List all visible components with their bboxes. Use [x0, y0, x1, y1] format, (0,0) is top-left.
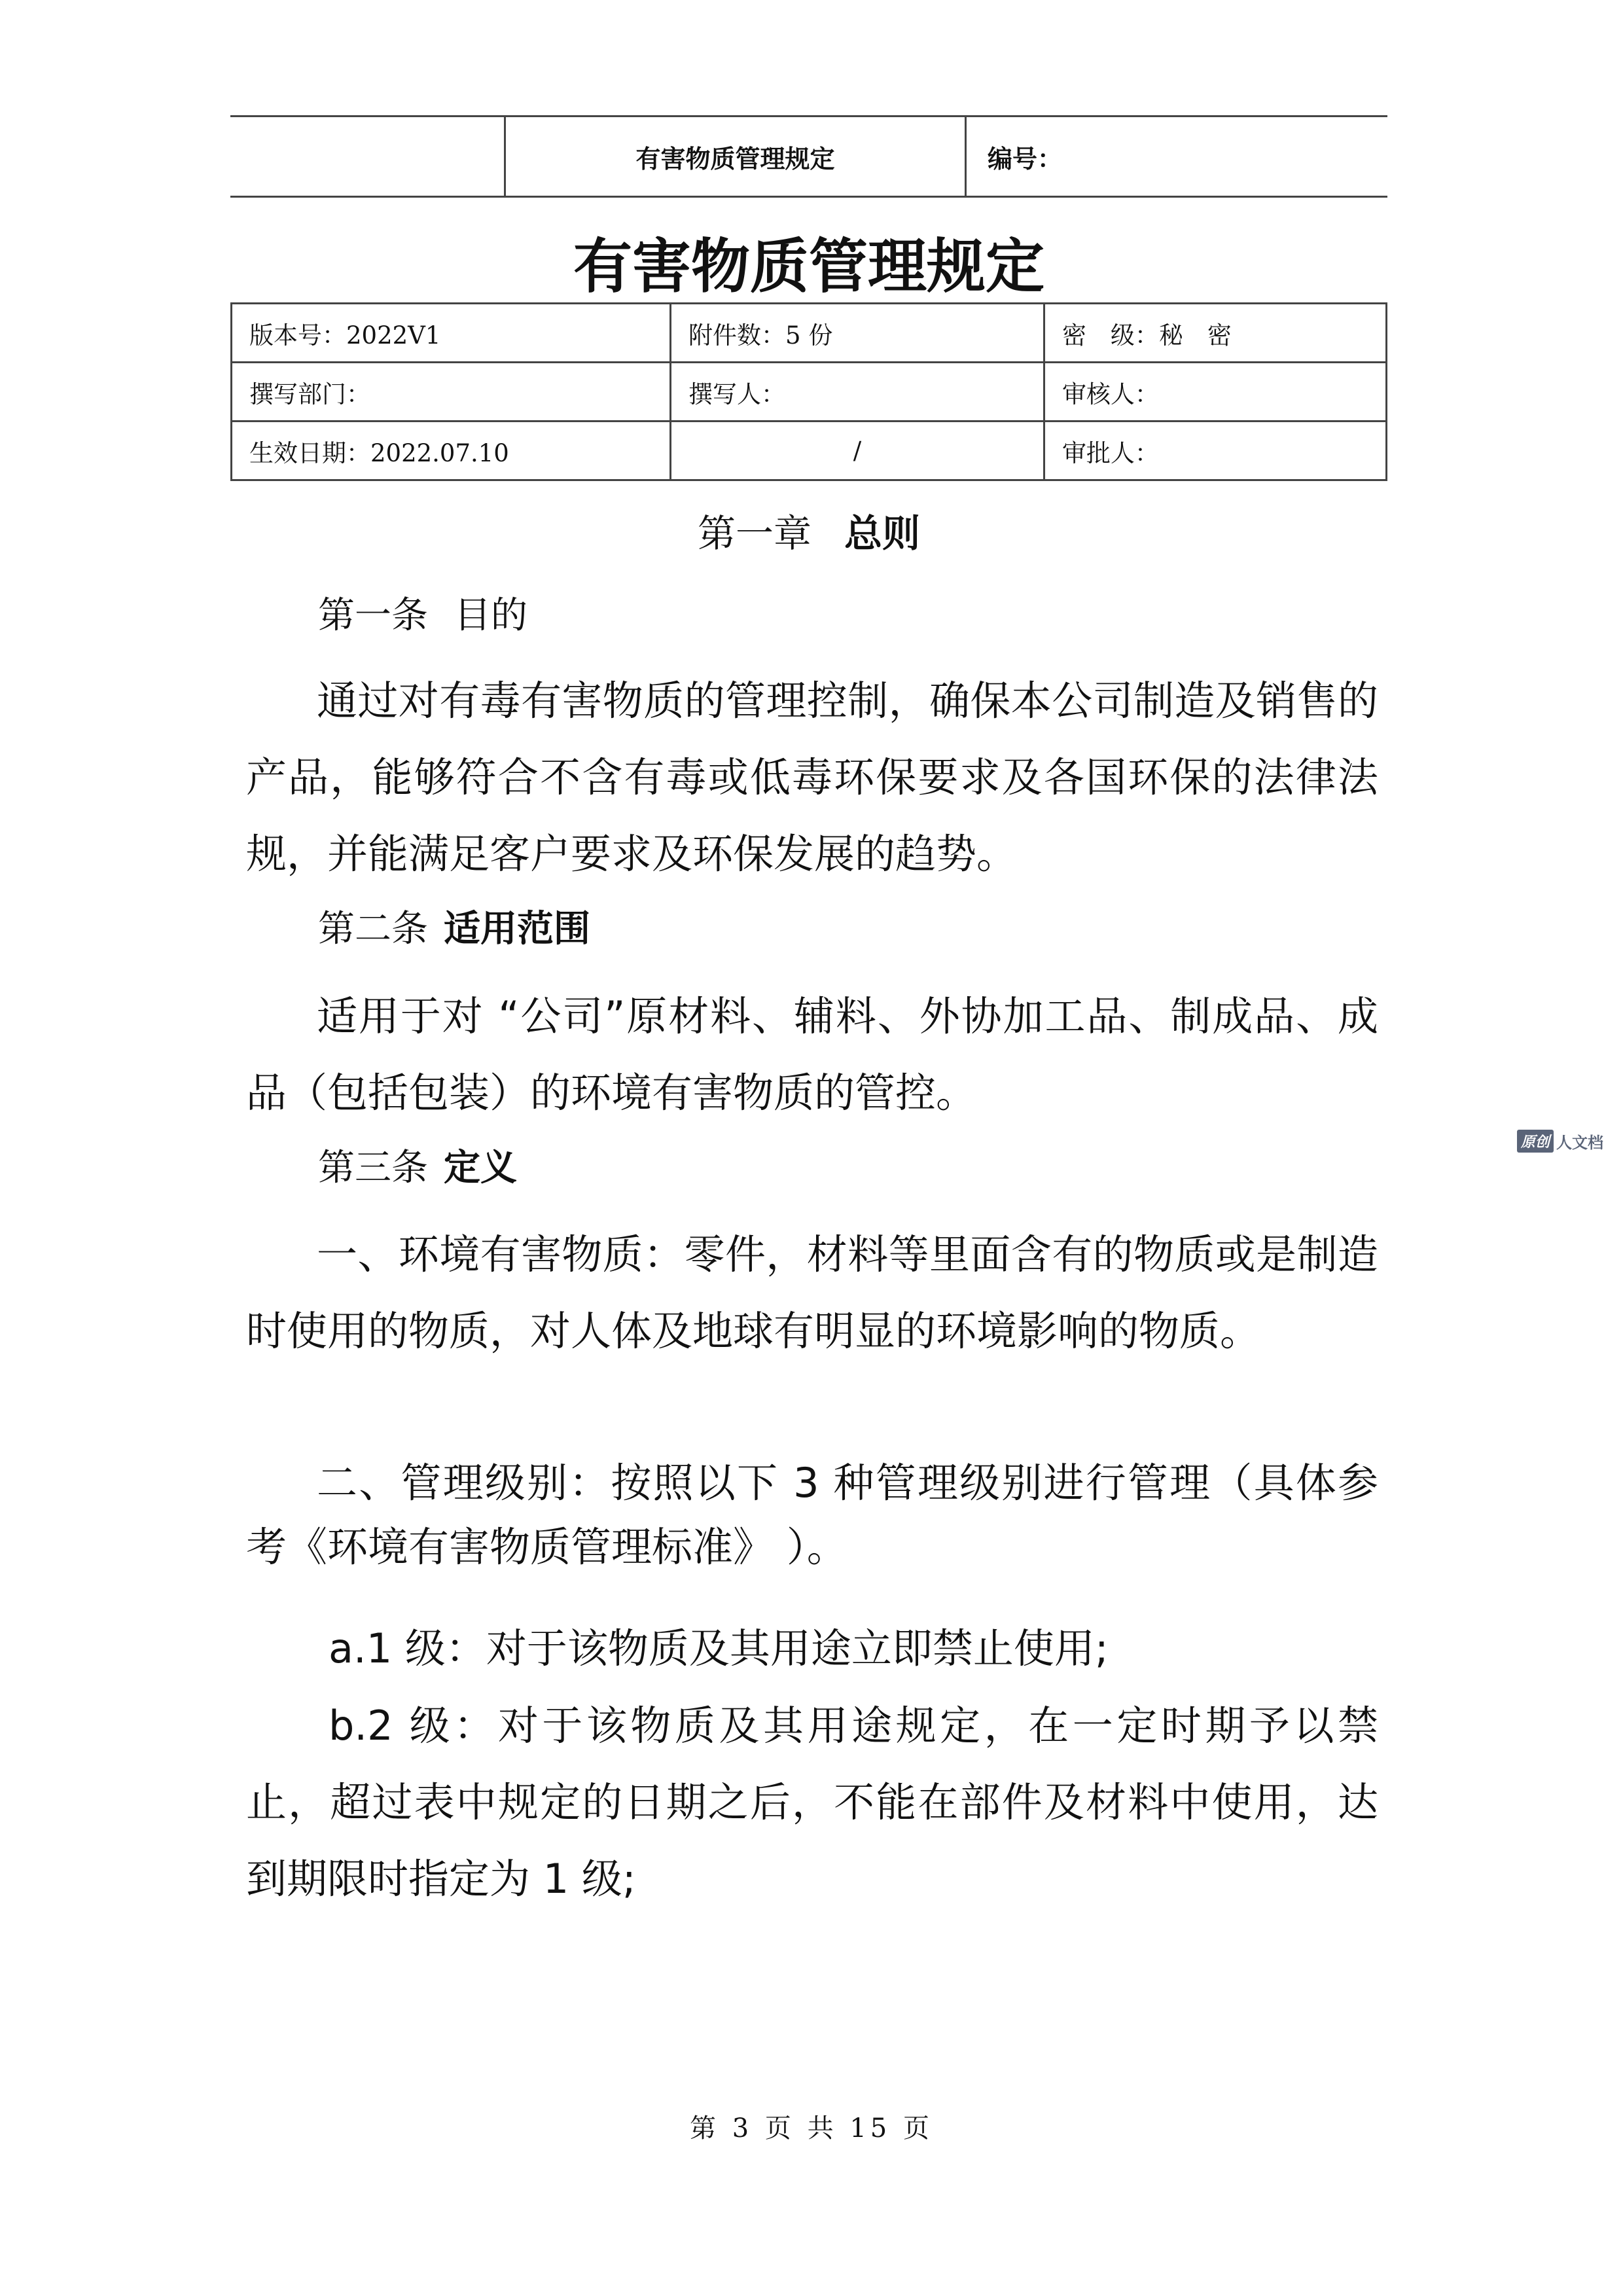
table-row — [232, 363, 1387, 422]
level-b-paragraph: b.2 级：对于该物质及其用途规定，在一定时期予以禁止，超过表中规定的日期之后，不能在部件及材料中使用，达到期限时指定为 1 级; — [246, 1702, 1378, 1903]
article-3-heading — [318, 1139, 517, 1198]
effective-date-cell: 生效日期：2022.07.10 — [232, 422, 671, 480]
chapter-heading — [230, 504, 1387, 563]
table-row — [232, 304, 1387, 363]
slash-cell: / — [671, 422, 1044, 480]
attachments-cell: 附件数：5 份 — [671, 304, 1044, 363]
header-doc-title: 有害物质管理规定 — [506, 117, 967, 196]
article-title: 定义 — [444, 1147, 517, 1189]
dept-cell: 撰写部门： — [232, 363, 671, 422]
definition-1-paragraph: 一、环境有害物质：零件，材料等里面含有的物质或是制造时使用的物质，对人体及地球有明显的环境影响的物质。 — [246, 1230, 1378, 1355]
article-title: 适用范围 — [444, 908, 590, 950]
article-title: 目的 — [454, 594, 527, 637]
header-logo-cell — [230, 117, 506, 196]
purpose-paragraph: 通过对有毒有害物质的管理控制，确保本公司制造及销售的产品，能够符合不含有毒或低毒环保要求及各国环保的法律法规，并能满足客户要求及环保发展的趋势。 — [246, 677, 1378, 878]
table-row — [232, 422, 1387, 480]
watermark-logo — [1517, 1130, 1603, 1153]
definition-2-paragraph: 二、管理级别：按照以下 3 种管理级别进行管理（具体参考《环境有害物质管理标准》 ）。 — [246, 1459, 1378, 1571]
watermark-text: 人文档 — [1556, 1134, 1604, 1152]
reviewer-cell: 审核人： — [1044, 363, 1386, 422]
article-number: 第二条 — [318, 908, 428, 950]
header-number-label: 编号： — [988, 144, 1063, 173]
secrecy-cell: 密 级：秘 密 — [1044, 304, 1386, 363]
chapter-title: 总则 — [844, 511, 921, 556]
article-1-heading — [318, 586, 527, 645]
article-number: 第三条 — [318, 1147, 428, 1189]
version-cell: 版本号：2022V1 — [232, 304, 671, 363]
watermark-box: 原创 — [1517, 1130, 1554, 1153]
page-footer: 第 3 页 共 15 页 — [690, 2113, 933, 2144]
scope-paragraph: 适用于对 “公司”原材料、辅料、外协加工品、制成品、成品（包括包装）的环境有害物质的管控。 — [246, 992, 1378, 1117]
article-number: 第一条 — [318, 594, 428, 637]
document-title: 有害物质管理规定 — [573, 232, 1044, 301]
approver-cell: 审批人： — [1044, 422, 1386, 480]
author-cell: 撰写人： — [671, 363, 1044, 422]
article-2-heading — [318, 900, 590, 959]
chapter-number: 第一章 — [697, 511, 812, 556]
level-a-paragraph: a.1 级：对于该物质及其用途立即禁止使用; — [329, 1624, 1109, 1672]
header-table — [230, 115, 1387, 198]
info-table — [230, 302, 1387, 481]
